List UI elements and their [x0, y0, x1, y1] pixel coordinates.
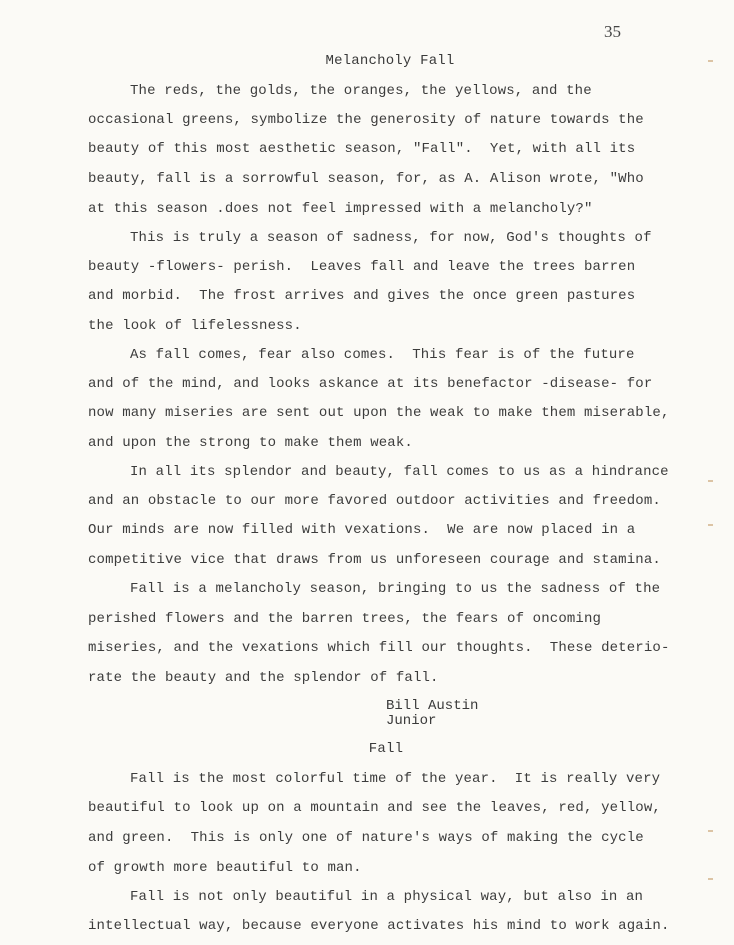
- essay1-line: The reds, the golds, the oranges, the yellows, and the: [130, 83, 592, 99]
- essay1-line: and an obstacle to our more favored outdoor activities and freedom.: [88, 493, 661, 509]
- author-grade: Junior: [386, 713, 437, 729]
- essay1-line: In all its splendor and beauty, fall comes to us as a hindrance: [130, 464, 669, 480]
- essay2-line: and green. This is only one of nature's ways of making the cycle: [88, 830, 644, 846]
- essay1-line: Fall is a melancholy season, bringing to us the sadness of the: [130, 581, 661, 597]
- essay1-line: miseries, and the vexations which fill our thoughts. These deterio-: [88, 640, 670, 656]
- essay1-line: and of the mind, and looks askance at its benefactor -disease- for: [88, 376, 653, 392]
- essay2-line: of growth more beautiful to man.: [88, 860, 362, 876]
- essay2-line: beautiful to look up on a mountain and see the leaves, red, yellow,: [88, 800, 661, 816]
- essay1-line: and upon the strong to make them weak.: [88, 435, 413, 451]
- margin-mark: [708, 830, 713, 832]
- essay1-line: perished flowers and the barren trees, the fears of oncoming: [88, 611, 602, 627]
- essay2-line: Fall is not only beautiful in a physical way, but also in an: [130, 889, 644, 905]
- essay-title-melancholy-fall: Melancholy Fall: [325, 53, 455, 69]
- essay1-line: the look of lifelessness.: [88, 318, 302, 334]
- margin-mark: [708, 480, 713, 482]
- essay1-line: and morbid. The frost arrives and gives the once green pastures: [88, 288, 636, 304]
- essay1-line: now many miseries are sent out upon the weak to make them miserable,: [88, 405, 670, 421]
- essay2-line: Fall is the most colorful time of the year. It is really very: [130, 771, 661, 787]
- author-name: Bill Austin: [386, 698, 479, 714]
- essay2-line: intellectual way, because everyone activates his mind to work again.: [88, 918, 670, 934]
- essay-title-fall: Fall: [368, 741, 404, 757]
- essay1-line: Our minds are now filled with vexations. We are now placed in a: [88, 522, 636, 538]
- essay1-line: This is truly a season of sadness, for now, God's thoughts of: [130, 230, 652, 246]
- essay1-line: rate the beauty and the splendor of fall.: [88, 670, 439, 686]
- margin-mark: [708, 524, 713, 526]
- essay1-line: beauty of this most aesthetic season, "Fall". Yet, with all its: [88, 141, 636, 157]
- essay1-line: As fall comes, fear also comes. This fear is of the future: [130, 347, 635, 363]
- essay1-line: occasional greens, symbolize the generosity of nature towards the: [88, 112, 644, 128]
- essay1-line: beauty, fall is a sorrowful season, for, as A. Alison wrote, "Who: [88, 171, 644, 187]
- margin-mark: [708, 878, 713, 880]
- page-number: 35: [604, 22, 621, 41]
- essay1-line: at this season .does not feel impressed with a melancholy?": [88, 201, 593, 217]
- essay1-line: competitive vice that draws from us unforeseen courage and stamina.: [88, 552, 661, 568]
- margin-mark: [708, 60, 713, 62]
- essay1-line: beauty -flowers- perish. Leaves fall and leave the trees barren: [88, 259, 636, 275]
